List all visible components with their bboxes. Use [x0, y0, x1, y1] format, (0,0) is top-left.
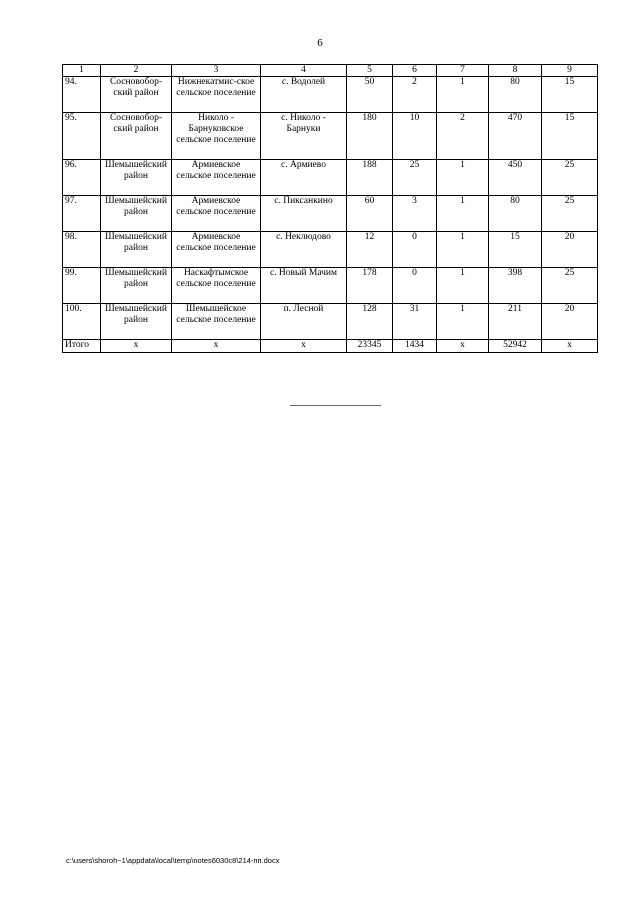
settlement-cell: Николо - Барнуковское сельское поселение	[172, 113, 261, 160]
value-cell: 2	[393, 77, 437, 113]
value-cell: 211	[489, 304, 542, 340]
total-cell: х	[172, 340, 261, 353]
settlement-cell: Армиевское сельское поселение	[172, 160, 261, 196]
table-row	[63, 77, 598, 113]
total-cell: х	[437, 340, 489, 353]
total-cell: х	[101, 340, 172, 353]
value-cell: 450	[489, 160, 542, 196]
value-cell: 50	[347, 77, 393, 113]
footer-file-path: c:\users\shoroh~1\appdata\local\temp\notes6030c8\214-пп.docx	[66, 856, 280, 865]
value-cell: 3	[393, 196, 437, 232]
value-cell: 10	[393, 113, 437, 160]
value-cell: 20	[542, 304, 598, 340]
row-number: 98.	[63, 232, 101, 268]
settlement-cell: Шемышейское сельское поселение	[172, 304, 261, 340]
district-cell: Шемышейский район	[101, 304, 172, 340]
table-header-row	[63, 65, 598, 77]
table-row	[63, 196, 598, 232]
value-cell: 1	[437, 232, 489, 268]
value-cell: 1	[437, 268, 489, 304]
value-cell: 1	[437, 196, 489, 232]
locality-cell: с. Николо - Барнуки	[261, 113, 347, 160]
value-cell: 398	[489, 268, 542, 304]
header-cell: 5	[347, 65, 393, 77]
row-number: 100.	[63, 304, 101, 340]
table-row	[63, 160, 598, 196]
value-cell: 12	[347, 232, 393, 268]
header-cell: 7	[437, 65, 489, 77]
total-cell: х	[542, 340, 598, 353]
district-cell: Шемышейский район	[101, 160, 172, 196]
row-number: 96.	[63, 160, 101, 196]
header-cell: 4	[261, 65, 347, 77]
value-cell: 60	[347, 196, 393, 232]
value-cell: 128	[347, 304, 393, 340]
row-number: 94.	[63, 77, 101, 113]
total-cell: 1434	[393, 340, 437, 353]
total-cell: 23345	[347, 340, 393, 353]
table-row	[63, 268, 598, 304]
district-cell: Шемышейский район	[101, 232, 172, 268]
district-cell: Шемышейский район	[101, 268, 172, 304]
value-cell: 15	[542, 77, 598, 113]
value-cell: 15	[489, 232, 542, 268]
value-cell: 180	[347, 113, 393, 160]
settlement-cell: Армиевское сельское поселение	[172, 196, 261, 232]
value-cell: 80	[489, 196, 542, 232]
settlement-cell: Наскафтымское сельское поселение	[172, 268, 261, 304]
table-total-row	[63, 340, 598, 353]
table-row	[63, 232, 598, 268]
locality-cell: с. Неклюдово	[261, 232, 347, 268]
total-cell: 52942	[489, 340, 542, 353]
value-cell: 0	[393, 232, 437, 268]
value-cell: 25	[542, 268, 598, 304]
table-row	[63, 113, 598, 160]
header-cell: 6	[393, 65, 437, 77]
header-cell: 8	[489, 65, 542, 77]
settlement-cell: Армиевское сельское поселение	[172, 232, 261, 268]
locality-cell: с. Водолей	[261, 77, 347, 113]
value-cell: 1	[437, 160, 489, 196]
value-cell: 0	[393, 268, 437, 304]
separator-line	[290, 405, 381, 406]
header-cell: 2	[101, 65, 172, 77]
value-cell: 31	[393, 304, 437, 340]
row-number: 95.	[63, 113, 101, 160]
header-cell: 3	[172, 65, 261, 77]
value-cell: 2	[437, 113, 489, 160]
value-cell: 470	[489, 113, 542, 160]
district-cell: Сосновобор-ский район	[101, 113, 172, 160]
value-cell: 188	[347, 160, 393, 196]
table-row	[63, 304, 598, 340]
row-number: 97.	[63, 196, 101, 232]
value-cell: 1	[437, 304, 489, 340]
value-cell: 15	[542, 113, 598, 160]
row-number: 99.	[63, 268, 101, 304]
value-cell: 20	[542, 232, 598, 268]
header-cell: 1	[63, 65, 101, 77]
value-cell: 1	[437, 77, 489, 113]
settlement-cell: Нижнекатмис-ское сельское поселение	[172, 77, 261, 113]
district-cell: Сосновобор-ский район	[101, 77, 172, 113]
locality-cell: п. Лесной	[261, 304, 347, 340]
page-number: 6	[317, 37, 323, 49]
total-cell: х	[261, 340, 347, 353]
header-cell: 9	[542, 65, 598, 77]
value-cell: 25	[393, 160, 437, 196]
value-cell: 80	[489, 77, 542, 113]
value-cell: 25	[542, 160, 598, 196]
total-label: Итого	[63, 340, 101, 353]
locality-cell: с. Пиксанкино	[261, 196, 347, 232]
value-cell: 25	[542, 196, 598, 232]
locality-cell: с. Новый Мачим	[261, 268, 347, 304]
district-cell: Шемышейский район	[101, 196, 172, 232]
locality-cell: с. Армиево	[261, 160, 347, 196]
data-table	[62, 64, 598, 353]
value-cell: 178	[347, 268, 393, 304]
